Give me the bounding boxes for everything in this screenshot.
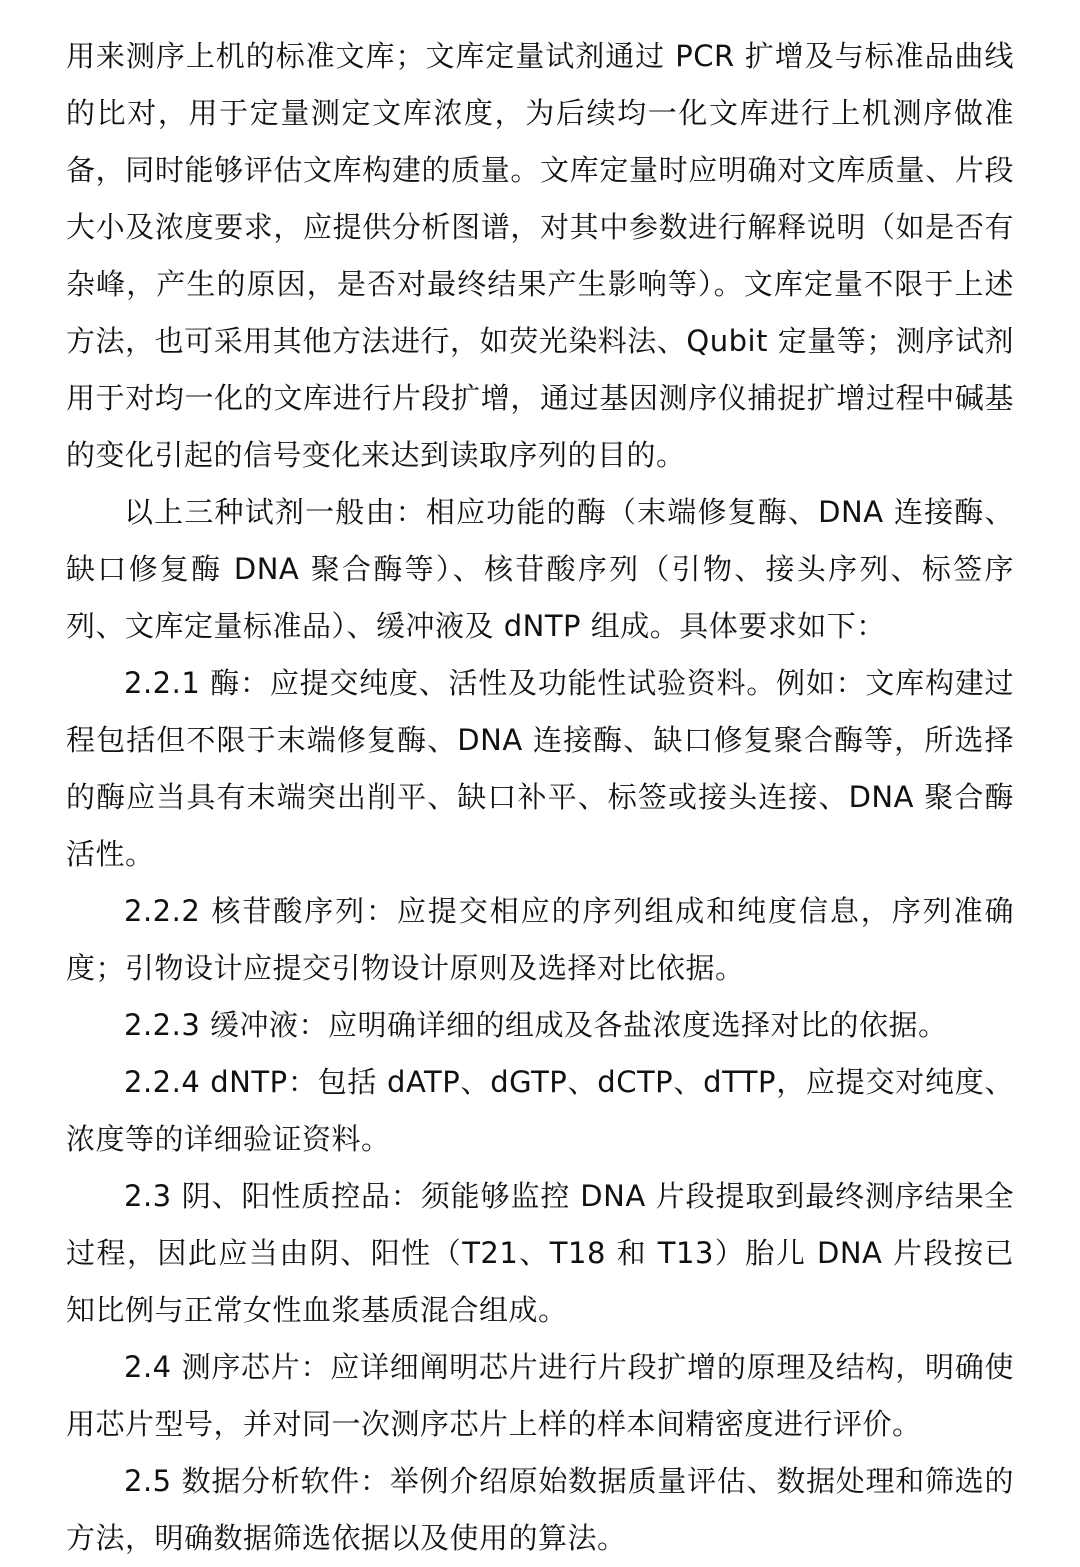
paragraph-analysis-software: 2.5 数据分析软件：举例介绍原始数据质量评估、数据处理和筛选的方法，明确数据筛选依据以及使用的算法。 (66, 1464, 1014, 1555)
paragraph-nucleotide-sequences: 2.2.2 核苷酸序列：应提交相应的序列组成和纯度信息，序列准确度；引物设计应提交引物设计原则及选择对比依据。 (66, 894, 1014, 985)
paragraph-library-reagents: 用来测序上机的标准文库；文库定量试剂通过 PCR 扩增及与标准品曲线的比对，用于定量测定文库浓度，为后续均一化文库进行上机测序做准备，同时能够评估文库构建的质量。文库定量时应明确对文库质量、片段大小及浓度要求，应提供分析图谱，对其中参数进行解释说明（如是否有杂峰，产生的原因，是否对最终结果产生影响等）。文库定量不限于上述方法，也可采用其他方法进行，如荧光染料法、Qubit 定量等；测序试剂用于对均一化的文库进行片段扩增，通过基因测序仪捕捉扩增过程中碱基的变化引起的信号变化来达到读取序列的目的。 (66, 39, 1014, 472)
paragraph-buffer: 2.2.3 缓冲液：应明确详细的组成及各盐浓度选择对比的依据。 (124, 1008, 948, 1042)
paragraph-reagent-composition: 以上三种试剂一般由：相应功能的酶（末端修复酶、DNA 连接酶、缺口修复酶 DNA 聚合酶等）、核苷酸序列（引物、接头序列、标签序列、文库定量标准品）、缓冲液及 dNTP 组成。具体要求如下： (66, 495, 1014, 643)
paragraph-quality-controls: 2.3 阴、阳性质控品：须能够监控 DNA 片段提取到最终测序结果全过程，因此应当由阴、阳性（T21、T18 和 T13）胎儿 DNA 片段按已知比例与正常女性血浆基质混合组成。 (66, 1179, 1014, 1327)
paragraph-dntp: 2.2.4 dNTP：包括 dATP、dGTP、dCTP、dTTP，应提交对纯度、浓度等的详细验证资料。 (66, 1065, 1014, 1156)
paragraph-enzymes: 2.2.1 酶：应提交纯度、活性及功能性试验资料。例如：文库构建过程包括但不限于末端修复酶、DNA 连接酶、缺口修复聚合酶等，所选择的酶应当具有末端突出削平、缺口补平、标签或接头连接、DNA 聚合酶活性。 (66, 666, 1014, 871)
paragraph-sequencing-chip: 2.4 测序芯片：应详细阐明芯片进行片段扩增的原理及结构，明确使用芯片型号，并对同一次测序芯片上样的样本间精密度进行评价。 (66, 1350, 1014, 1441)
